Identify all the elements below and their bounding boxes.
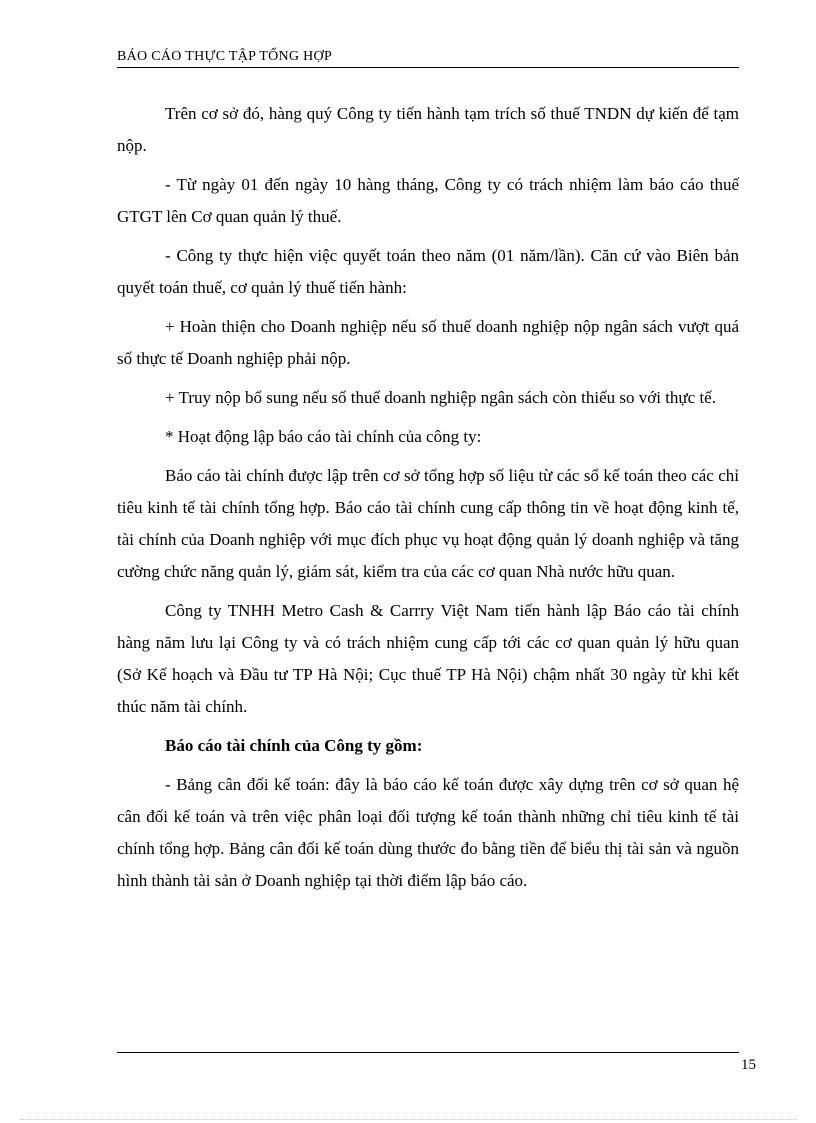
section-heading: * Hoạt động lập báo cáo tài chính của công ty: — [165, 427, 482, 446]
paragraph: Báo cáo tài chính được lập trên cơ sở tổng hợp số liệu từ các sổ kế toán theo các chỉ tiêu kinh tế tài chính tổng hợp. Báo cáo tài chính cung cấp thông tin về hoạt động kinh tế, tài chính của Doanh nghiệp với mục đích phục vụ hoạt động quản lý doanh nghiệp và tăng cường chức năng quản lý, giám sát, kiểm tra của các cơ quan Nhà nước hữu quan. — [117, 466, 739, 581]
page-number: 15 — [741, 1057, 756, 1073]
paragraph: - Công ty thực hiện việc quyết toán theo năm (01 năm/lần). Căn cứ vào Biên bản quyết toán thuế, cơ quản lý thuế tiến hành: — [117, 246, 739, 297]
paragraph: - Bảng cân đối kế toán: đây là báo cáo kế toán được xây dựng trên cơ sở quan hệ cân đối kế toán và trên việc phân loại đối tượng kế toán thành những chỉ tiêu kinh tế tài chính tổng hợp. Bảng cân đối kế toán dùng thước đo bằng tiền để biểu thị tài sản và nguồn hình thành tài sản ở Doanh nghiệp tại thời điểm lập báo cáo. — [117, 775, 739, 890]
paragraph: Công ty TNHH Metro Cash & Carrry Việt Nam tiến hành lập Báo cáo tài chính hàng năm lưu lại Công ty và có trách nhiệm cung cấp tới các cơ quan quản lý hữu quan (Sở Kế hoạch và Đầu tư TP Hà Nội; Cục thuế TP Hà Nội) chậm nhất 30 ngày từ khi kết thúc năm tài chính. — [117, 601, 739, 716]
bold-heading: Báo cáo tài chính của Công ty gồm: — [165, 736, 423, 755]
paragraph: Trên cơ sở đó, hàng quý Công ty tiến hành tạm trích số thuế TNDN dự kiến để tạm nộp. — [117, 104, 739, 155]
paragraph: - Từ ngày 01 đến ngày 10 hàng tháng, Công ty có trách nhiệm làm báo cáo thuế GTGT lên Cơ quan quản lý thuế. — [117, 175, 739, 226]
page-header: BÁO CÁO THỰC TẬP TỔNG HỢP — [117, 48, 739, 68]
page-edge-divider — [20, 1119, 796, 1120]
footer-divider — [117, 1052, 739, 1053]
paragraph: + Truy nộp bổ sung nếu số thuế doanh nghiệp ngân sách còn thiếu so với thực tế. — [165, 388, 716, 407]
paragraph: + Hoàn thiện cho Doanh nghiệp nếu số thuế doanh nghiệp nộp ngân sách vượt quá số thực tế Doanh nghiệp phải nộp. — [117, 317, 739, 368]
body-text — [117, 98, 739, 904]
